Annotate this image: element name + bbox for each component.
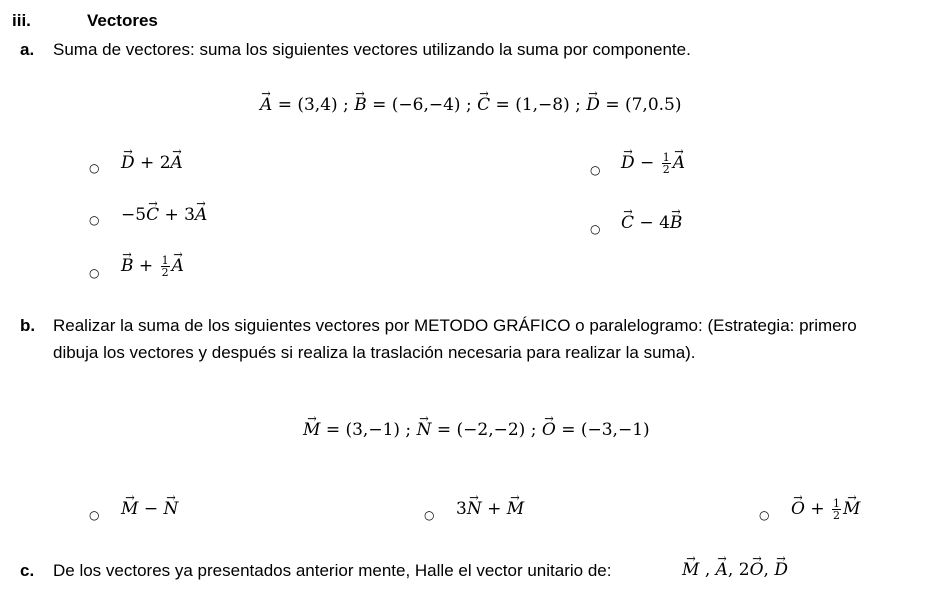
- exercise-a4: → C − 4→ B: [621, 213, 682, 233]
- exercise-b3: → O + $\frac{1}{2}$ → M: [791, 498, 860, 521]
- part-b-letter: b.: [20, 316, 36, 335]
- bullet-icon: ○: [89, 213, 100, 227]
- part-c-vector-list: → M , → A, 2→ O, → D: [682, 560, 788, 580]
- part-c-instruction: De los vectores ya presentados anterior mente, Halle el vector unitario de:: [53, 561, 612, 580]
- part-b-instruction-line1: Realizar la suma de los siguientes vectores por METODO GRÁFICO o paralelogramo: (Estrategia: primero: [53, 316, 857, 335]
- part-a-vector-definitions: → A = (3,4) ; → B = (−6,−4) ; → C = (1,−8) ; → D = (7,0.5): [260, 95, 682, 115]
- vector-c-value: (1,−8): [515, 95, 570, 115]
- exercise-b2: 3→ N + → M: [456, 499, 524, 519]
- bullet-icon: ○: [590, 163, 601, 177]
- vector-m-value: (3,−1): [345, 420, 401, 440]
- part-a-instruction: Suma de vectores: suma los siguientes vectores utilizando la suma por componente.: [53, 40, 691, 59]
- part-b-vector-definitions: → M = (3,−1) ; → N = (−2,−2) ; → O = (−3,−1): [303, 420, 650, 440]
- exercise-a2: → D − $\frac{1}{2}$ → A: [621, 152, 685, 175]
- bullet-icon: ○: [590, 222, 601, 236]
- part-c-letter: c.: [20, 561, 35, 580]
- section-number: iii.: [12, 11, 31, 30]
- exercise-a5: → B + $\frac{1}{2}$ → A: [121, 255, 184, 278]
- bullet-icon: ○: [89, 508, 100, 522]
- vector-o-value: (−3,−1): [580, 420, 650, 440]
- vector-d-value: (7,0.5): [624, 95, 682, 115]
- bullet-icon: ○: [89, 266, 100, 280]
- exercise-a1: → D + 2→ A: [121, 153, 183, 173]
- section-title: Vectores: [87, 11, 158, 30]
- exercise-a3: −5→ C + 3→ A: [121, 205, 207, 225]
- bullet-icon: ○: [89, 161, 100, 175]
- bullet-icon: ○: [424, 508, 435, 522]
- vector-b-value: (−6,−4): [391, 95, 461, 115]
- part-a-letter: a.: [20, 40, 35, 59]
- exercise-b1: → M − → N: [121, 499, 178, 519]
- bullet-icon: ○: [759, 508, 770, 522]
- vector-n-value: (−2,−2): [456, 420, 526, 440]
- part-b-instruction-line2: dibuja los vectores y después si realiza la traslación necesaria para realizar la suma).: [53, 343, 696, 362]
- vector-a-value: (3,4): [297, 95, 338, 115]
